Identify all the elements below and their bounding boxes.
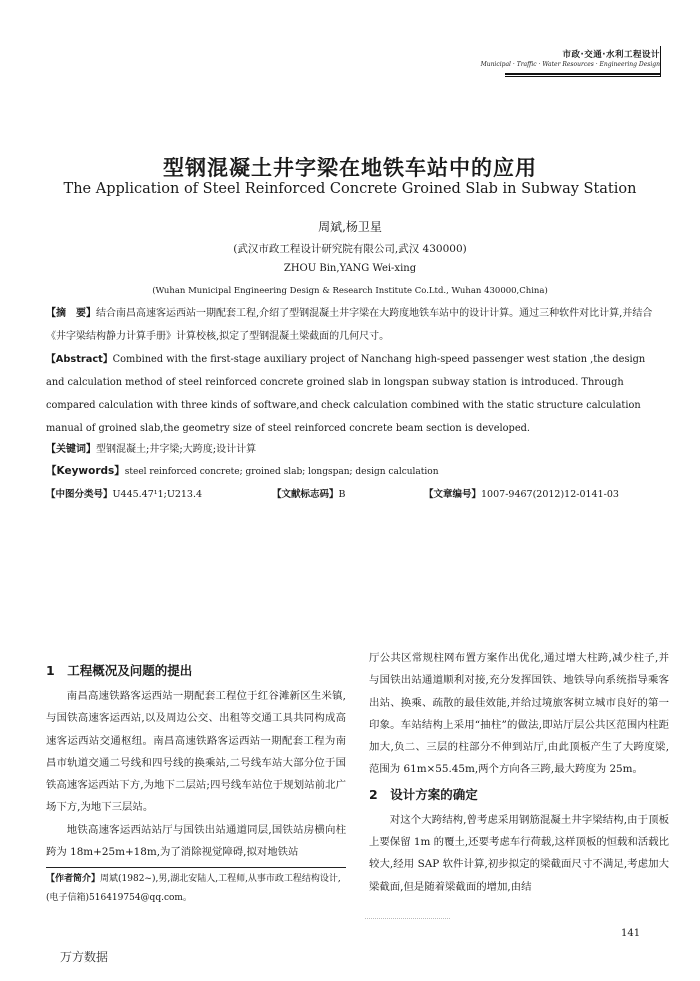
paragraph-2: 地铁高速客运西站站厅与国铁出站通道同层,国铁站房横向柱跨为 18m+25m+18m,为了消除视觉障碍,拟对地铁站	[46, 823, 346, 859]
article-number	[424, 486, 619, 500]
footnote-label: 【作者简介】	[46, 874, 101, 884]
doc-value: B	[338, 489, 346, 500]
article-label: 【文章编号】	[424, 489, 482, 500]
journal-section-cn: 市政·交通·水利工程设计	[562, 50, 660, 60]
title-en: The Application of Steel Reinforced Concrete Groined Slab in Subway Station	[63, 181, 637, 197]
affiliation-cn: (武汉市政工程设计研究院有限公司,武汉 430000)	[233, 243, 467, 255]
keywords-en	[46, 463, 439, 478]
abstract-en	[46, 348, 658, 440]
doc-label: 【文献标志码】	[272, 489, 339, 500]
keywords-en-text: steel reinforced concrete; groined slab; longspan; design calculation	[124, 467, 439, 477]
section-2-heading: 2 设计方案的确定	[369, 786, 478, 802]
watermark: 万方数据	[60, 950, 109, 964]
clc-value: U445.47¹1;U213.4	[112, 489, 203, 500]
abstract-cn	[46, 302, 658, 348]
left-column	[46, 657, 346, 863]
journal-header	[481, 48, 660, 68]
doc-code	[272, 486, 346, 500]
paragraph-3: 厅公共区常规柱网布置方案作出优化,通过增大柱跨,减少柱子,并与国铁出站通道顺利对接,充分发挥国铁、地铁导向系统指导乘客出站、换乘、疏散的最佳效能,并给过境旅客树立城市良好的第一印象。车站结构上采用“抽柱”的做法,即站厅层公共区范围内柱距加大,负二、三层的柱部分不伸到站厅,由此顶板产生了大跨度梁,范围为 61m×55.45m,两个方向各三跨,最大跨度为 25m。	[369, 652, 669, 776]
keywords-en-label: 【Keywords】	[46, 465, 125, 477]
abstract-cn-label: 【摘 要】	[46, 308, 96, 319]
clc-number	[46, 486, 202, 500]
journal-section-en: Municipal · Traffic · Water Resources · Engineering Design	[480, 61, 660, 68]
footnote-rule	[46, 867, 346, 868]
page-number: 141	[621, 928, 641, 939]
affiliation-en: (Wuhan Municipal Engineering Design & Research Institute Co.Ltd., Wuhan 430000,China)	[152, 286, 548, 296]
title-cn: 型钢混凝土井字梁在地铁车站中的应用	[163, 156, 537, 180]
abstract-en-text: Combined with the first-stage auxiliary project of Nanchang high-speed passenger west station ,the design and calculation method of steel reinforced concrete groined slab in longspan subway station is introduced. Through compared calculation with three kinds of software,and check calculation combined with the static structure calculation manual of groined slab,the geometry size of steel reinforced concrete beam section is developed.	[46, 354, 646, 434]
header-rule-thin	[505, 76, 660, 77]
article-value: 1007-9467(2012)12-0141-03	[481, 489, 619, 500]
header-rule	[505, 73, 660, 75]
paragraph-1: 南昌高速铁路客运西站一期配套工程位于红谷滩新区生米镇,与国铁高速客运西站,以及周边公交、出租等交通工具共同构成高速客运西站交通枢纽。南昌高速铁路客运西站一期配套工程为南昌市轨道交通二号线和四号线的换乘站,二号线车站大部分位于国铁高速客运西站下方,为地下二层站;四号线车站位于规划站前北广场下方,为地下三层站。	[46, 690, 346, 814]
keywords-cn-text: 型钢混凝土;井字梁;大跨度;设计计算	[96, 444, 257, 455]
abstract-cn-text: 结合南昌高速客运西站一期配套工程,介绍了型钢混凝土井字梁在大跨度地铁车站中的设计计算。通过三种软件对比计算,并结合《井字梁结构静力计算手册》计算校核,拟定了型钢混凝土梁截面的几何尺寸。	[46, 308, 653, 342]
section-1-heading: 1 工程概况及问题的提出	[46, 663, 193, 678]
authors-en: ZHOU Bin,YANG Wei-xing	[283, 263, 417, 274]
keywords-cn-label: 【关键词】	[46, 444, 96, 455]
abstract-en-label: 【Abstract】	[46, 354, 113, 365]
scan-artifact	[365, 918, 450, 919]
footnote-text: 周斌(1982~),男,湖北安陆人,工程师,从事市政工程结构设计,(电子信箱)516419754@qq.com。	[46, 874, 341, 903]
paragraph-4: 对这个大跨结构,曾考虑采用钢筋混凝土井字梁结构,由于顶板上要保留 1m 的覆土,还要考虑车行荷载,这样顶板的恒载和活载比较大,经用 SAP 软件计算,初步拟定的梁截面尺寸不满足,考虑加大梁截面,但是随着梁截面的增加,由结	[369, 813, 669, 893]
authors-cn: 周斌,杨卫星	[318, 220, 382, 234]
right-column	[369, 647, 669, 898]
header-bar	[660, 46, 661, 77]
clc-label: 【中图分类号】	[46, 489, 113, 500]
keywords-cn	[46, 440, 256, 455]
author-footnote	[46, 870, 346, 908]
